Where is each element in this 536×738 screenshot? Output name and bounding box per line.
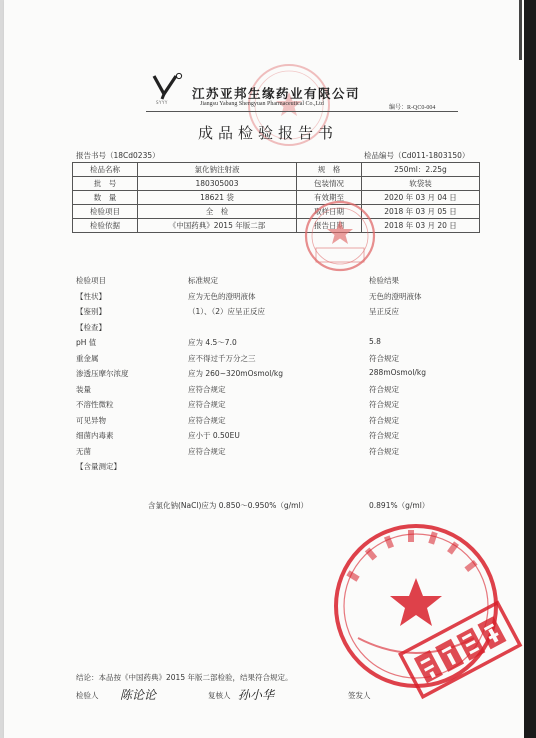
reviewer-label: 复核人 [208, 691, 231, 700]
test-result: 检验结果 [369, 276, 399, 285]
test-standard: 应符合规定 [188, 415, 226, 425]
test-item: 【含量测定】 [76, 462, 121, 471]
company-name-en: Jiangsu Yabang Shengyuan Pharmaceutical Co.,Ltd [200, 101, 324, 107]
test-item: 检验项目 [76, 276, 106, 285]
logo-caption: SYYY [156, 100, 168, 105]
test-item: 【性状】 [76, 291, 106, 301]
info-row [73, 219, 480, 233]
info-row [73, 177, 480, 191]
result-row [76, 415, 486, 431]
info-value: 全 检 [138, 205, 297, 219]
test-standard: 应符合规定 [188, 400, 226, 409]
result-row [76, 322, 486, 338]
result-row [76, 399, 486, 415]
test-standard: 应符合规定 [188, 384, 226, 394]
info-label-2: 报告日期 [297, 219, 362, 233]
report-number: 报告书号（18Cd0235） [76, 151, 160, 160]
reviewer-signature: 孙小华 [238, 688, 275, 702]
test-item: 装量 [76, 384, 91, 394]
result-row [76, 353, 486, 369]
test-result: 符合规定 [369, 384, 399, 394]
test-item: 渗透压摩尔浓度 [76, 369, 129, 378]
test-standard: 应为 260~320mOsmol/kg [188, 369, 284, 378]
test-result: 5.8 [369, 337, 381, 346]
test-item: pH 值 [76, 338, 97, 347]
test-item: 不溶性微粒 [76, 400, 114, 409]
company-logo-icon [150, 72, 186, 100]
test-standard: （1）、（2）应呈正反应 [188, 307, 266, 316]
conclusion-text: 结论：本品按《中国药典》2015 年版二部检验，结果符合规定。 [76, 673, 293, 682]
window-edge-line [519, 0, 522, 60]
header-divider [146, 111, 458, 112]
result-row [76, 430, 486, 446]
info-value: 18621 袋 [138, 191, 297, 205]
result-row [76, 368, 486, 384]
test-item: 无菌 [76, 446, 91, 456]
test-item: 【鉴别】 [76, 307, 106, 316]
test-item: 重金属 [76, 353, 99, 363]
info-row [73, 191, 480, 205]
result-row [76, 291, 486, 307]
qc-dedicated-stamp [398, 595, 528, 715]
info-value: 氯化钠注射液 [138, 163, 297, 177]
inspector-label: 检验人 [76, 691, 99, 700]
info-label-2: 取样日期 [297, 205, 362, 219]
sample-number: 检品编号（Cd011-1803150） [364, 151, 470, 160]
test-result: 符合规定 [369, 353, 399, 363]
info-row [73, 163, 480, 177]
test-standard: 应符合规定 [188, 446, 226, 456]
info-row [73, 205, 480, 219]
result-row [76, 461, 486, 477]
test-result: 288mOsmol/kg [369, 368, 427, 377]
content-result: 0.891%（g/ml） [369, 501, 430, 510]
result-row [76, 306, 486, 322]
results-list [76, 275, 486, 477]
info-value: 180305003 [138, 177, 297, 191]
form-number: 编号：R-QC0-004 [389, 105, 436, 111]
info-label: 检验项目 [73, 205, 138, 219]
test-result: 符合规定 [369, 431, 399, 440]
info-label-2: 规 格 [297, 163, 362, 177]
qc-stamp-table [300, 196, 380, 276]
info-table [72, 162, 480, 233]
info-label-2: 有效期至 [297, 191, 362, 205]
inspector-signature: 陈论论 [120, 688, 157, 702]
content-standard: 含氯化钠(NaCl)应为 0.850～0.950%（g/ml） [148, 501, 309, 510]
info-label: 批 号 [73, 177, 138, 191]
issuer-label: 签发人 [348, 691, 371, 700]
test-standard: 应小于 0.50EU [188, 431, 240, 440]
info-value-2: 2018 年 03 月 20 日 [362, 219, 480, 233]
result-row [76, 384, 486, 400]
test-result: 无色的澄明液体 [369, 291, 422, 301]
info-value-2: 软袋装 [362, 177, 480, 191]
test-result: 符合规定 [369, 400, 399, 409]
test-item: 【检查】 [76, 322, 106, 332]
company-name: 江苏亚邦生缘药业有限公司 [192, 86, 361, 101]
test-standard: 应不得过千万分之三 [188, 353, 256, 363]
result-row [76, 446, 486, 462]
test-item: 细菌内毒素 [76, 431, 114, 440]
test-result: 符合规定 [369, 415, 399, 425]
info-value-2: 250ml：2.25g [362, 163, 480, 177]
info-label: 检品名称 [73, 163, 138, 177]
test-standard: 应为无色的澄明液体 [188, 291, 256, 301]
info-label-2: 包装情况 [297, 177, 362, 191]
info-label: 检验依据 [73, 219, 138, 233]
result-row [76, 275, 486, 291]
info-label: 数 量 [73, 191, 138, 205]
test-result: 呈正反应 [369, 307, 399, 316]
test-standard: 标准规定 [188, 276, 218, 285]
info-value: 《中国药典》2015 年版二部 [138, 219, 297, 233]
result-row [76, 337, 486, 353]
test-item: 可见异物 [76, 415, 106, 425]
test-result: 符合规定 [369, 446, 399, 456]
page-title: 成品检验报告书 [197, 124, 338, 142]
info-value-2: 2018 年 03 月 05 日 [362, 205, 480, 219]
info-value-2: 2020 年 03 月 04 日 [362, 191, 480, 205]
test-standard: 应为 4.5～7.0 [188, 338, 237, 347]
